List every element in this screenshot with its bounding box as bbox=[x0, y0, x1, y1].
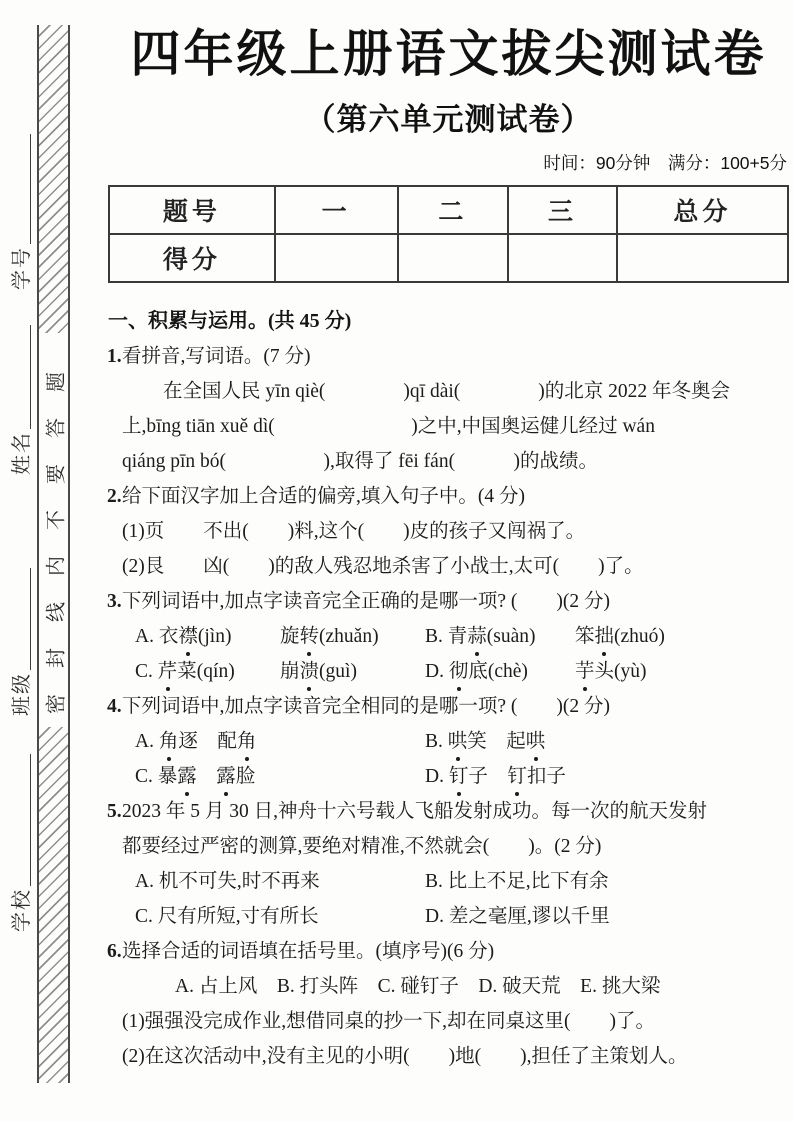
option: C. 暴露 露脸 bbox=[135, 759, 425, 794]
score-table-header-row bbox=[109, 186, 788, 234]
score-empty-cell bbox=[617, 234, 788, 282]
section-heading: 一、积累与运用。(共 45 分) bbox=[108, 310, 352, 332]
question-4-options-row bbox=[122, 724, 789, 759]
score-table-header-cell: 题号 bbox=[109, 186, 275, 234]
option: B. 比上不足,比下有余 bbox=[425, 871, 609, 892]
main-content bbox=[108, 0, 789, 1074]
seal-hatch-bottom bbox=[39, 727, 68, 1083]
question-5-options-row bbox=[122, 899, 789, 934]
question-6-stem: 选择合适的词语填在括号里。(填序号)(6 分) bbox=[122, 941, 495, 962]
question-3-number: 3. bbox=[107, 591, 122, 612]
field-school-line bbox=[30, 754, 31, 886]
question-2-item: (2)艮 凶( )的敌人残忍地杀害了小战士,太可( )了。 bbox=[122, 556, 644, 577]
score-empty-cell bbox=[508, 234, 617, 282]
field-school bbox=[8, 754, 34, 932]
field-name-label: 姓名 bbox=[11, 431, 33, 475]
question-6-word-bank: A. 占上风 B. 打头阵 C. 碰钉子 D. 破天荒 E. 挑大梁 bbox=[175, 976, 661, 997]
seal-line-strip bbox=[37, 25, 70, 1083]
option: D. 钉子 钉扣子 bbox=[425, 759, 789, 794]
field-student-id-line bbox=[30, 134, 31, 244]
score-table-header-cell: 二 bbox=[398, 186, 509, 234]
question-2-number: 2. bbox=[107, 486, 122, 507]
field-name-line bbox=[30, 325, 31, 429]
question-6-item: (1)强强没完成作业,想借同桌的抄一下,却在同桌这里( )了。 bbox=[122, 1011, 655, 1032]
option: A. 衣襟(jìn) bbox=[135, 619, 280, 654]
option: D. 差之毫厘,谬以千里 bbox=[425, 906, 610, 927]
score-empty-cell bbox=[398, 234, 509, 282]
field-name bbox=[8, 325, 34, 475]
option: 芋头(yù) bbox=[575, 654, 789, 689]
option: 笨拙(zhuó) bbox=[575, 619, 789, 654]
question-3-options-row bbox=[122, 619, 789, 654]
question-5-stem-line: 2023 年 5 月 30 日,神舟十六号载人飞船发射成功。每一次的航天发射 bbox=[122, 801, 708, 822]
option: C. 尺有所短,寸有所长 bbox=[135, 906, 319, 927]
question-5-number: 5. bbox=[107, 801, 122, 822]
question-5-options-row bbox=[122, 864, 789, 899]
option: C. 芹菜(qín) bbox=[135, 654, 280, 689]
option: B. 哄笑 起哄 bbox=[425, 724, 789, 759]
exam-time-score-info: 时间：90分钟 满分：100+5分 bbox=[543, 153, 787, 173]
question-6-number: 6. bbox=[107, 941, 122, 962]
score-table-score-row bbox=[109, 234, 788, 282]
field-student-id bbox=[8, 134, 34, 290]
score-label-cell: 得分 bbox=[109, 234, 275, 282]
question-3-options-row bbox=[122, 654, 789, 689]
seal-hatch-top bbox=[39, 25, 68, 333]
field-class bbox=[8, 568, 34, 716]
question-2-item: (1)页 不出( )料,这个( )皮的孩子又闯祸了。 bbox=[122, 521, 586, 542]
field-student-id-label: 学号 bbox=[11, 246, 33, 290]
question-2 bbox=[108, 479, 789, 584]
question-3 bbox=[108, 584, 789, 689]
field-class-line bbox=[30, 568, 31, 670]
question-1-stem: 看拼音,写词语。(7 分) bbox=[122, 346, 311, 367]
score-table bbox=[108, 185, 789, 283]
option: D. 彻底(chè) bbox=[425, 654, 575, 689]
option: 旋转(zhuǎn) bbox=[280, 619, 425, 654]
question-1-text-line: qiáng pīn bó( ),取得了 fēi fán( )的战绩。 bbox=[122, 451, 599, 472]
question-1-text-line: 在全国人民 yīn qiè( )qī dài( )的北京 2022 年冬奥会 bbox=[162, 381, 731, 402]
score-table-header-cell: 一 bbox=[275, 186, 398, 234]
option: B. 青蒜(suàn) bbox=[425, 619, 575, 654]
option: 崩溃(guì) bbox=[280, 654, 425, 689]
score-empty-cell bbox=[275, 234, 398, 282]
option: A. 机不可失,时不再来 bbox=[135, 871, 320, 892]
question-2-stem: 给下面汉字加上合适的偏旁,填入句子中。(4 分) bbox=[122, 486, 525, 507]
question-4-options-row bbox=[122, 759, 789, 794]
question-1 bbox=[108, 339, 789, 479]
page-subtitle: （第六单元测试卷） bbox=[304, 102, 593, 137]
field-class-label: 班级 bbox=[11, 672, 33, 716]
field-school-label: 学校 bbox=[11, 888, 33, 932]
option: A. 角逐 配角 bbox=[135, 724, 425, 759]
question-4-stem: 下列词语中,加点字读音完全相同的是哪一项? ( )(2 分) bbox=[122, 696, 611, 717]
question-5 bbox=[108, 794, 789, 934]
question-3-stem: 下列词语中,加点字读音完全正确的是哪一项? ( )(2 分) bbox=[122, 591, 611, 612]
score-table-header-cell: 三 bbox=[508, 186, 617, 234]
question-4-number: 4. bbox=[107, 696, 122, 717]
question-5-stem-line: 都要经过严密的测算,要绝对精准,不然就会( )。(2 分) bbox=[122, 836, 602, 857]
page-title: 四年级上册语文拔尖测试卷 bbox=[130, 26, 767, 82]
question-1-number: 1. bbox=[107, 346, 122, 367]
question-4 bbox=[108, 689, 789, 794]
question-6 bbox=[108, 934, 789, 1074]
score-table-header-cell: 总分 bbox=[617, 186, 788, 234]
question-6-item: (2)在这次活动中,没有主见的小明( )地( ),担任了主策划人。 bbox=[122, 1046, 688, 1067]
seal-line-text: 密封线内不要答题 bbox=[45, 346, 67, 714]
question-1-text-line: 上,bīng tiān xuě dì( )之中,中国奥运健儿经过 wán bbox=[122, 416, 655, 437]
